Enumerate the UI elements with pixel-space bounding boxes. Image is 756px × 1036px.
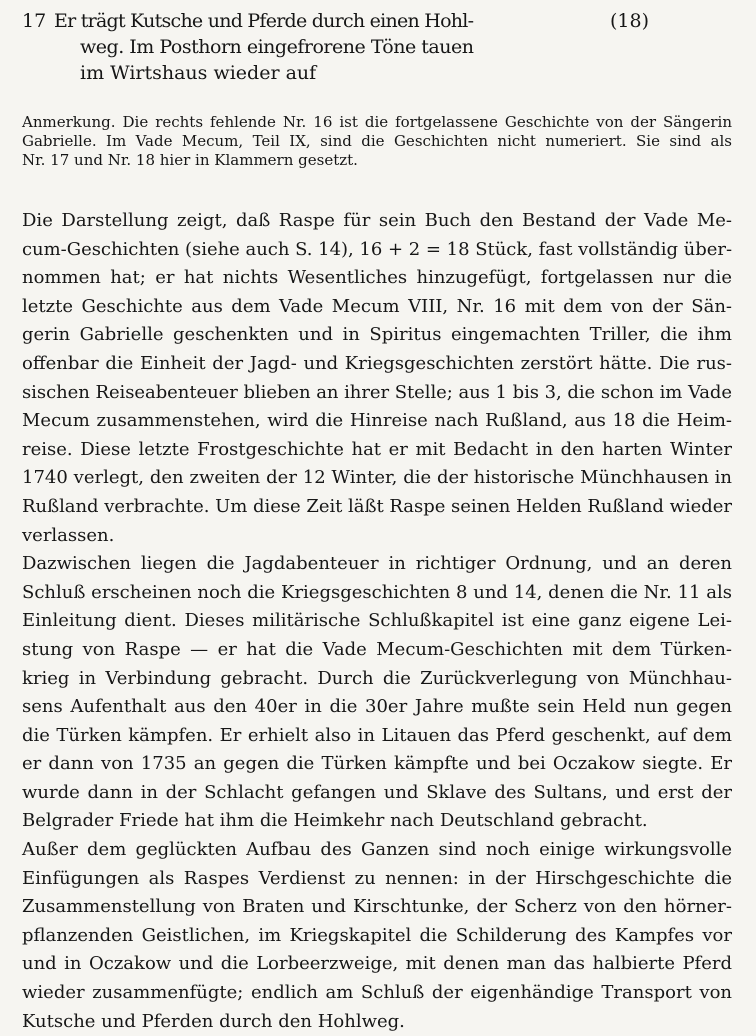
paragraph-line: wurde dann in der Schlacht gefangen und Sklave des Sultans, und erst der [22, 781, 732, 803]
paragraph-line: Rußland verbrachte. Um diese Zeit läßt Raspe seinen Helden Rußland wieder [22, 495, 732, 517]
paragraph-line: Die Darstellung zeigt, daß Raspe für sein Buch den Bestand der Vade Me- [22, 210, 732, 231]
paragraph-line: nommen hat; er hat nichts Wesentliches hinzugefügt, fortgelassen nur die [22, 267, 732, 289]
entry-number: 17 [22, 10, 47, 32]
entry-reference: (18) [610, 10, 650, 32]
paragraph-line: 1740 verlegt, den zweiten der 12 Winter, die der historische Münchhausen in [22, 467, 732, 489]
body-text [22, 207, 732, 1036]
paragraph-line: Mecum zusammenstehen, wird die Hinreise nach Rußland, aus 18 die Heim- [22, 410, 732, 432]
paragraph [22, 836, 732, 1036]
paragraph-line: Schluß erscheinen noch die Kriegsgeschichten 8 und 14, denen die Nr. 11 als [22, 581, 732, 603]
paragraph-line: wieder zusammenfügte; endlich am Schluß der eigenhändige Transport von [22, 982, 732, 1004]
paragraph-line: Einleitung dient. Dieses militärische Schlußkapitel ist eine ganz eigene Lei- [22, 610, 732, 632]
paragraph-line: cum-Geschichten (siehe auch S. 14), 16 + 2 = 18 Stück, fast vollständig über- [22, 238, 732, 260]
paragraph-line: die Türken kämpfen. Er erhielt also in Litauen das Pferd geschenkt, auf dem [22, 724, 732, 746]
note-line: Gabrielle. Im Vade Mecum, Teil IX, sind die Geschichten nicht numeriert. Sie sind als [22, 132, 732, 150]
paragraph [22, 207, 732, 550]
paragraph-line: verlassen. [22, 524, 115, 546]
paragraph-line: krieg in Verbindung gebracht. Durch die Zurückverlegung von Münchhau- [22, 667, 732, 689]
paragraph [22, 550, 732, 836]
paragraph-line: und in Oczakow und die Lorbeerzweige, mit denen man das halbierte Pferd [22, 953, 732, 975]
paragraph-line: Kutsche und Pferden durch den Hohlweg. [22, 1010, 405, 1032]
paragraph-line: Zusammenstellung von Braten und Kirschtunke, der Scherz von den hörner- [22, 896, 732, 918]
annotation-note [22, 113, 732, 170]
entry-title-line: weg. Im Posthorn eingefrorene Töne tauen [80, 36, 474, 58]
paragraph-line: sens Aufenthalt aus den 40er in die 30er Jahre mußte sein Held nun gegen [22, 696, 732, 718]
paragraph-line: stung von Raspe — er hat die Vade Mecum-Geschichten mit dem Türken- [22, 638, 732, 660]
paragraph-line: Außer dem geglückten Aufbau des Ganzen sind noch einige wirkungsvolle [22, 839, 732, 861]
paragraph-line: er dann von 1735 an gegen die Türken kämpfte und bei Oczakow siegte. Er [22, 753, 732, 775]
paragraph-line: gerin Gabrielle geschenkten und in Spiritus eingemachten Triller, die ihm [22, 324, 732, 346]
paragraph-line: Einfügungen als Raspes Verdienst zu nennen: in der Hirschgeschichte die [22, 867, 732, 889]
entry-title-line: Er trägt Kutsche und Pferde durch einen Hohl- [54, 10, 474, 32]
paragraph-line: letzte Geschichte aus dem Vade Mecum VIII, Nr. 16 mit dem von der Sän- [22, 295, 732, 317]
paragraph-line: offenbar die Einheit der Jagd- und Kriegsgeschichten zerstört hätte. Die rus- [22, 352, 732, 374]
paragraph-line: Dazwischen liegen die Jagdabenteuer in richtiger Ordnung, und an deren [22, 553, 732, 575]
entry-title [54, 8, 474, 86]
entry-title-line: im Wirtshaus wieder auf [80, 62, 317, 84]
note-line: Nr. 17 und Nr. 18 hier in Klammern gesetzt. [22, 151, 358, 169]
note-line: Anmerkung. Die rechts fehlende Nr. 16 ist die fortgelassene Geschichte von der Sängerin [22, 113, 732, 131]
paragraph-line: pflanzenden Geistlichen, im Kriegskapitel die Schilderung des Kampfes vor [22, 924, 732, 946]
paragraph-line: reise. Diese letzte Frostgeschichte hat er mit Bedacht in den harten Winter [22, 438, 732, 460]
paragraph-line: Belgrader Friede hat ihm die Heimkehr nach Deutschland gebracht. [22, 810, 648, 832]
paragraph-line: sischen Reiseabenteuer blieben an ihrer Stelle; aus 1 bis 3, die schon im Vade [22, 381, 732, 403]
